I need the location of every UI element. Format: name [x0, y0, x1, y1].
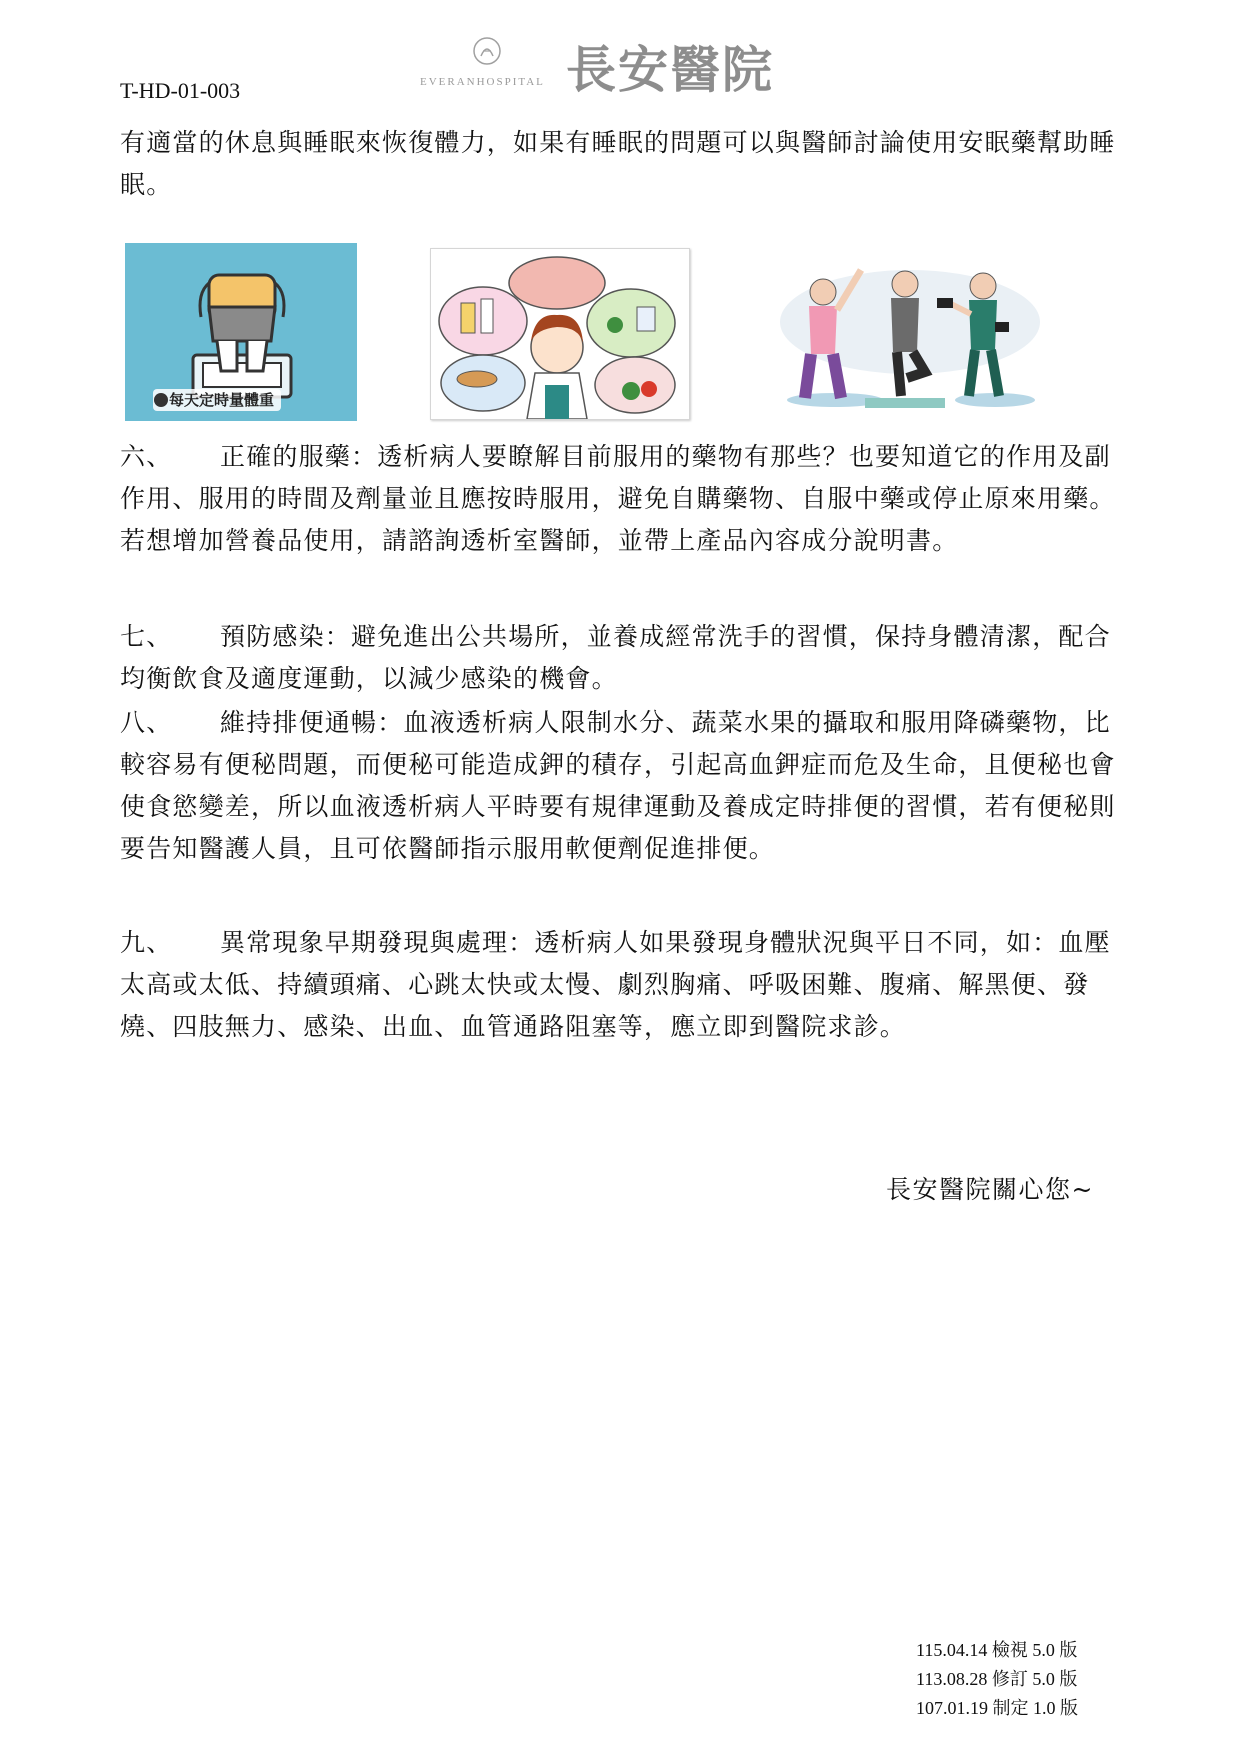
document-code: T-HD-01-003 [120, 78, 241, 103]
logo-english-name: EVERANHOSPITAL [420, 76, 545, 88]
item-8 [120, 702, 1130, 870]
item-7 [120, 616, 1130, 700]
item-9-number: 九、 [120, 928, 173, 957]
hospital-seal-icon [472, 36, 502, 66]
exercise-illustration [775, 262, 1045, 417]
nutrition-illustration [430, 248, 690, 420]
item-8-text: 維持排便通暢：血液透析病人限制水分、蔬菜水果的攝取和服用降磷藥物，比較容易有便秘問題，而便秘可能造成鉀的積存，引起高血鉀症而危及生命，且便秘也會使食慾變差，所以血液透析病人平時要有規律運動及養成定時排便的習慣，若有便秘則要告知醫護人員，且可依醫師指示服用軟便劑促進排便。 [120, 708, 1116, 863]
weigh-scale-illustration [125, 243, 357, 421]
item-7-text: 預防感染：避免進出公共場所，並養成經常洗手的習慣，保持身體清潔，配合均衡飲食及適度運動，以減少感染的機會。 [120, 622, 1111, 693]
revision-review: 115.04.14 檢視 5.0 版 [916, 1640, 1078, 1660]
item-8-number: 八、 [120, 708, 173, 737]
hospital-logo [420, 32, 820, 98]
item-7-number: 七、 [120, 622, 173, 651]
item-9 [120, 922, 1130, 1048]
revision-created: 107.01.19 制定 1.0 版 [916, 1698, 1078, 1718]
item-6 [120, 436, 1130, 562]
item-9-text: 異常現象早期發現與處理：透析病人如果發現身體狀況與平日不同，如：血壓太高或太低、持續頭痛、心跳太快或太慢、劇烈胸痛、呼吸困難、腹痛、解黑便、發燒、四肢無力、感染、出血、血管通路阻塞等，應立即到醫院求診。 [120, 928, 1111, 1041]
revision-amend: 113.08.28 修訂 5.0 版 [916, 1669, 1078, 1689]
logo-chinese-name: 長安醫院 [566, 41, 774, 99]
intro-paragraph: 有適當的休息與睡眠來恢復體力，如果有睡眠的問題可以與醫師討論使用安眠藥幫助睡眠。 [120, 128, 1116, 199]
closing-note: 長安醫院關心您~ [886, 1175, 1094, 1204]
weight-caption: 每天定時量體重 [169, 391, 275, 409]
item-6-text: 正確的服藥：透析病人要瞭解目前服用的藥物有那些？也要知道它的作用及副作用、服用的時間及劑量並且應按時服用，避免自購藥物、自服中藥或停止原來用藥。若想增加營養品使用，請諮詢透析室醫師，並帶上產品內容成分說明書。 [120, 442, 1116, 555]
item-6-number: 六、 [120, 442, 173, 471]
